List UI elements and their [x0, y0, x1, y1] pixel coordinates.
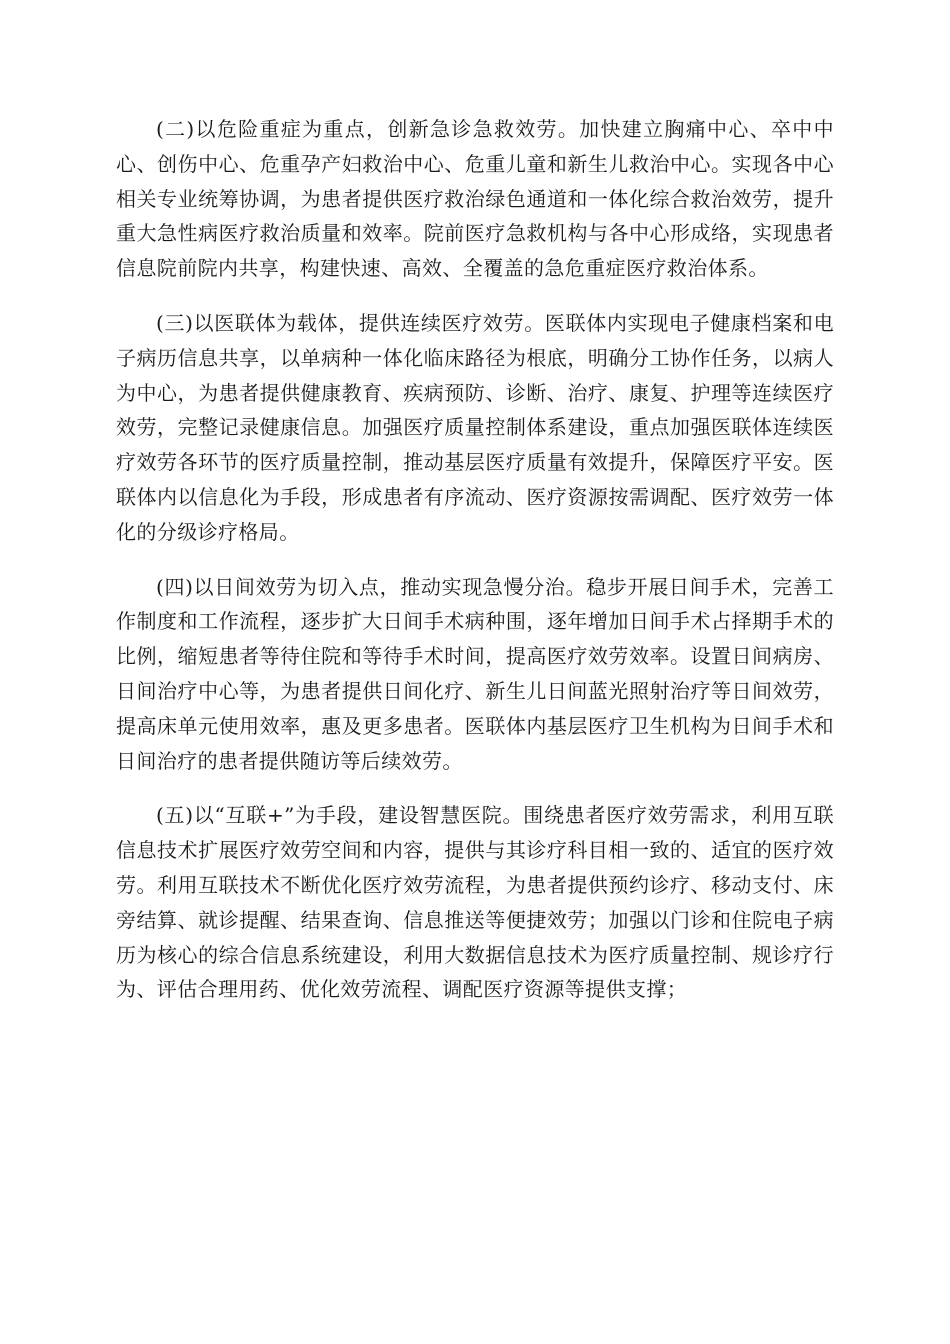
paragraph-day-services: (四)以日间效劳为切入点，推动实现急慢分治。稳步开展日间手术，完善工作制度和工作流程，逐步扩大日间手术病种围，逐年增加日间手术占择期手术的比例，缩短患者等待住院和等待手术时间，提高医疗效劳效率。设置日间病房、日间治疗中心等，为患者提供日间化疗、新生儿日间蓝光照射治疗等日间效劳，提高床单元使用效率，惠及更多患者。医联体内基层医疗卫生机构为日间手术和日间治疗的患者提供随访等后续效劳。	[116, 574, 834, 773]
paragraph-emergency-care: (二)以危险重症为重点，创新急诊急救效劳。加快建立胸痛中心、卒中中心、创伤中心、危重孕产妇救治中心、危重儿童和新生儿救治中心。实现各中心相关专业统筹协调，为患者提供医疗救治绿色通道和一体化综合救治效劳，提升重大急性病医疗救治质量和效率。院前医疗急救机构与各中心形成络，实现患者信息院前院内共享，构建快速、高效、全覆盖的急危重症医疗救治体系。	[116, 117, 834, 281]
document-body	[116, 112, 834, 1027]
paragraph-smart-hospital: (五)以“互联+”为手段，建设智慧医院。围绕患者医疗效劳需求，利用互联信息技术扩展医疗效劳空间和内容，提供与其诊疗科目相一致的、适宜的医疗效劳。利用互联技术不断优化医疗效劳流程，为患者提供预约诊疗、移动支付、床旁结算、就诊提醒、结果查询、信息推送等便捷效劳；加强以门诊和住院电子病历为核心的综合信息系统建设，利用大数据信息技术为医疗质量控制、规诊疗行为、评估合理用药、优化效劳流程、调配医疗资源等提供支撑；	[116, 803, 834, 1002]
paragraph-medical-alliance: (三)以医联体为载体，提供连续医疗效劳。医联体内实现电子健康档案和电子病历信息共享，以单病种一体化临床路径为根底，明确分工协作任务，以病人为中心，为患者提供健康教育、疾病预防、诊断、治疗、康复、护理等连续医疗效劳，完整记录健康信息。加强医疗质量控制体系建设，重点加强医联体连续医疗效劳各环节的医疗质量控制，推动基层医疗质量有效提升，保障医疗平安。医联体内以信息化为手段，形成患者有序流动、医疗资源按需调配、医疗效劳一体化的分级诊疗格局。	[116, 310, 834, 544]
